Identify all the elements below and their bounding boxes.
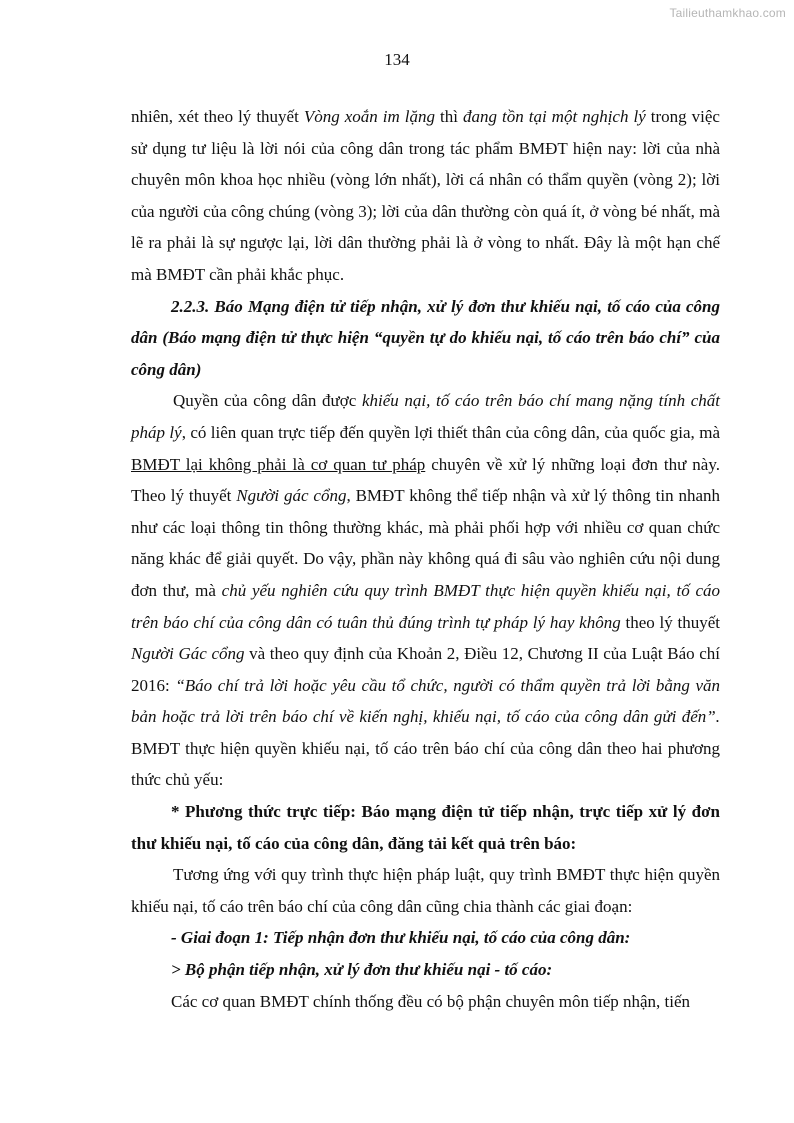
underlined-phrase: BMĐT lại không phải là cơ quan tư pháp: [131, 454, 426, 474]
watermark: Tailieuthamkhao.com: [669, 6, 786, 20]
stage-heading: - Giai đoạn 1: Tiếp nhận đơn thư khiếu nại, tố cáo của công dân:: [171, 928, 631, 948]
paragraph-process: Tương ứng với quy trình thực hiện pháp luật, quy trình BMĐT thực hiện quyền khiếu nại, tố cáo trên báo chí của công dân cũng chia thành các giai đoạn:: [131, 865, 720, 916]
text-run: nhiên, xét theo lý thuyết: [131, 107, 304, 126]
italic-term: Người gác cổng: [236, 486, 347, 506]
italic-phrase: chủ yếu nghiên cứu quy trình BMĐT thực hiện quyền khiếu nại, tố cáo trên báo chí của công dân có tuân thủ đúng trình tự pháp lý hay không: [131, 580, 720, 632]
method-heading: * Phương thức trực tiếp: Báo mạng điện tử tiếp nhận, trực tiếp xử lý đơn thư khiếu nại, tố cáo của công dân, đăng tải kết quả trên báo:: [131, 802, 720, 853]
paragraph-rights: [131, 385, 720, 796]
text-run: , BMĐT không thể tiếp nhận và xử lý thông tin nhanh như các loại thông tin thông thường khác, mà phải phối hợp với nhiều cơ quan chức năng khác để giải quyết. Do vậy, phần này không quá đi sâu vào nghiên cứu nội dung đơn thư, mà: [131, 486, 721, 600]
italic-quote: “Báo chí trả lời hoặc yêu cầu tổ chức, người có thẩm quyền trả lời bằng văn bản hoặc trả lời trên báo chí về kiến nghị, khiếu nại, tố cáo của công dân gửi đến”.: [131, 675, 720, 727]
text-run: trong việc sử dụng tư liệu là lời nói của công dân trong tác phẩm BMĐT hiện nay: lời của nhà chuyên môn khoa học nhiều (vòng lớn nhất), lời cá nhân có thẩm quyền (vòng 2); lời của người của công chúng (vòng 3); lời của dân thường còn quá ít, ở vòng bé nhất, mà lẽ ra phải là sự ngược lại, lời dân thường phải là ở vòng to nhất. Đây là một hạn chế mà BMĐT cần phải khắc phục.: [131, 107, 720, 284]
italic-term: Người Gác cổng: [131, 644, 245, 664]
text-run: theo lý thuyết: [620, 612, 720, 632]
italic-phrase: khiếu nại, tố cáo trên báo chí mang nặng tính chất pháp lý: [131, 391, 720, 442]
sub-heading: > Bộ phận tiếp nhận, xử lý đơn thư khiếu nại - tố cáo:: [171, 960, 553, 980]
text-run: , có liên quan trực tiếp đến quyền lợi thiết thân của công dân, của quốc gia, mà: [181, 422, 720, 442]
paragraph-agencies: Các cơ quan BMĐT chính thống đều có bộ phận chuyên môn tiếp nhận, tiến: [171, 991, 691, 1011]
page-number: 134: [384, 50, 410, 69]
paragraph-continuation: [131, 101, 720, 291]
italic-phrase: đang tồn tại một nghịch lý: [462, 107, 646, 126]
text-run: Quyền của công dân được: [173, 391, 362, 411]
text-run: chuyên về xử lý những loại đơn thư này. Theo lý thuyết: [131, 454, 720, 506]
text-run: BMĐT thực hiện quyền khiếu nại, tố cáo trên báo chí của công dân theo hai phương thức chủ yếu:: [131, 738, 720, 790]
document-body: [131, 101, 720, 1017]
text-run: thì: [435, 107, 463, 126]
section-heading: 2.2.3. Báo Mạng điện tử tiếp nhận, xử lý đơn thư khiếu nại, tố cáo của công dân (Báo mạng điện tử thực hiện “quyền tự do khiếu nại, tố cáo trên báo chí” của công dân): [131, 296, 720, 379]
text-run: và theo quy định của Khoản 2, Điều 12, Chương II của Luật Báo chí 2016:: [131, 644, 720, 695]
italic-term: Vòng xoắn im lặng: [303, 107, 436, 126]
